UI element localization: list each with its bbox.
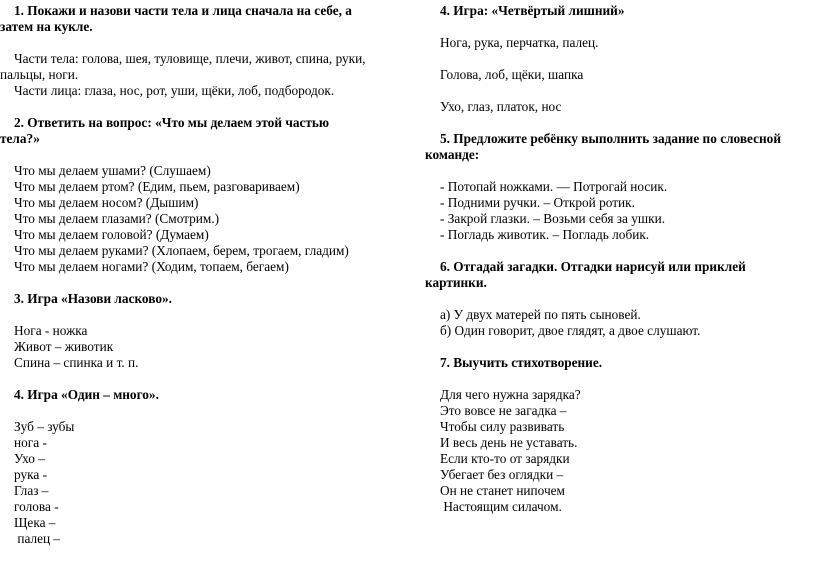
section-6-item: а) У двух матерей по пять сыновей. <box>440 307 641 322</box>
section-4b-item: Голова, лоб, щёки, шапка <box>440 67 584 82</box>
section-2-item: Что мы делаем головой? (Думаем) <box>14 227 209 242</box>
poem-line: Он не станет нипочем <box>440 483 565 498</box>
section-1-body-line-3: Части лица: глаза, нос, рот, уши, щёки, лоб, подбородок. <box>14 83 335 98</box>
section-5-item: - Потопай ножками. — Потрогай носик. <box>440 179 668 194</box>
section-4-item: рука - <box>14 467 48 482</box>
section-6-title-line-2: картинки. <box>425 275 487 290</box>
poem-line: Это вовсе не загадка – <box>440 403 567 418</box>
section-7-title: 7. Выучить стихотворение. <box>440 355 603 370</box>
section-1-title-line-1: 1. Покажи и назови части тела и лица сначала на себе, а <box>14 3 352 18</box>
poem-line: Чтобы силу развивать <box>440 419 565 434</box>
section-1-body-line-1: Части тела: голова, шея, туловище, плечи, живот, спина, руки, <box>14 51 366 66</box>
section-5-title-line-1: 5. Предложите ребёнку выполнить задание по словесной <box>440 131 781 146</box>
section-2-item: Что мы делаем ртом? (Едим, пьем, разговариваем) <box>14 179 300 194</box>
section-4-item: Щека – <box>14 515 56 530</box>
section-4-item: Зуб – зубы <box>14 419 75 434</box>
section-3-item: Нога - ножка <box>14 323 88 338</box>
section-1-title-line-2: затем на кукле. <box>0 19 93 34</box>
section-2-title-line-1: 2. Ответить на вопрос: «Что мы делаем этой частью <box>14 115 330 130</box>
poem-line: Убегает без оглядки – <box>440 467 564 482</box>
section-4-item: голова - <box>14 499 59 514</box>
section-4-item: нога - <box>14 435 47 450</box>
poem-line: Если кто-то от зарядки <box>440 451 570 466</box>
section-2-title-line-2: тела?» <box>0 131 40 146</box>
poem-line: Настоящим силачом. <box>440 499 562 514</box>
section-6-title-line-1: 6. Отгадай загадки. Отгадки нарисуй или приклей <box>440 259 746 274</box>
section-5-item: - Закрой глазки. – Возьми себя за ушки. <box>440 211 666 226</box>
section-2-item: Что мы делаем глазами? (Смотрим.) <box>14 211 220 226</box>
section-4-item: Ухо – <box>14 451 45 466</box>
section-4-item: палец – <box>14 531 61 546</box>
poem-line: Для чего нужна зарядка? <box>440 387 581 402</box>
section-4b-item: Нога, рука, перчатка, палец. <box>440 35 599 50</box>
section-4b-title: 4. Игра: «Четвёртый лишний» <box>440 3 625 18</box>
section-4b-item: Ухо, глаз, платок, нос <box>440 99 562 114</box>
section-2-item: Что мы делаем ногами? (Ходим, топаем, бегаем) <box>14 259 289 274</box>
poem-line: И весь день не уставать. <box>440 435 578 450</box>
section-5-title-line-2: команде: <box>425 147 480 162</box>
section-5-item: - Подними ручки. – Открой ротик. <box>440 195 635 210</box>
section-2-item: Что мы делаем ушами? (Слушаем) <box>14 163 211 178</box>
section-2-item: Что мы делаем носом? (Дышим) <box>14 195 199 210</box>
section-2-item: Что мы делаем руками? (Хлопаем, берем, трогаем, гладим) <box>14 243 349 258</box>
section-1-body-line-2: пальцы, ноги. <box>0 67 79 82</box>
section-4-title: 4. Игра «Один – много». <box>14 387 159 402</box>
section-5-item: - Погладь животик. – Погладь лобик. <box>440 227 650 242</box>
section-3-item: Спина – спинка и т. п. <box>14 355 139 370</box>
section-3-title: 3. Игра «Назови ласково». <box>14 291 172 306</box>
section-6-item: б) Один говорит, двое глядят, а двое слушают. <box>440 323 701 338</box>
section-3-item: Живот – животик <box>14 339 114 354</box>
section-4-item: Глаз – <box>14 483 49 498</box>
